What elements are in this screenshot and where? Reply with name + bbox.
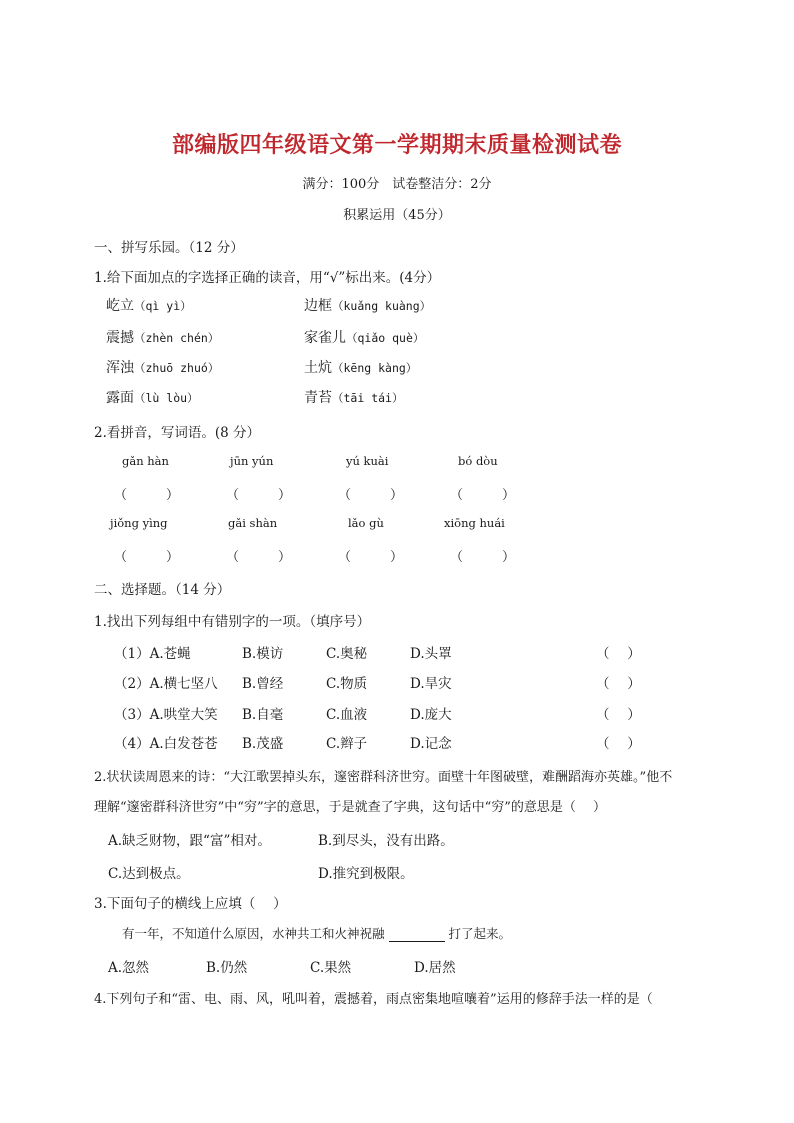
answer-paren[interactable]: （ ） — [596, 646, 641, 662]
list-item: 家雀儿（qiǎo què） — [304, 330, 425, 346]
pinyin-label: gǎn hàn — [122, 454, 169, 468]
pinyin-label: yú kuài — [346, 454, 389, 468]
option-a: A.忽然 — [108, 960, 150, 976]
option-row-num: （2）A.横七坚八 — [114, 676, 218, 692]
option-row-num: （4）A.白发苍苍 — [114, 736, 218, 752]
option-c: C.物质 — [326, 676, 368, 692]
pinyin-label: gǎi shàn — [228, 516, 278, 530]
section1-heading: 一、拼写乐园。（12 分） — [94, 240, 244, 256]
list-item: 青苔（tāi tái） — [304, 390, 404, 406]
list-item: 浑浊（zhuō zhuó） — [106, 360, 220, 376]
answer-blank[interactable]: （ ） — [338, 488, 404, 503]
option-a: A.缺乏财物，跟“富”相对。 — [108, 833, 271, 849]
s2-q2-line2: 理解“邃密群科济世穷”中“穷”字的意思，于是就查了字典，这句话中“穷”的意思是（ ） — [94, 800, 607, 815]
answer-blank[interactable]: （ ） — [450, 488, 516, 503]
answer-blank[interactable]: （ ） — [114, 488, 180, 503]
s2-q4-prompt: 4.下列句子和“雷、电、雨、风，吼叫着，震撼着，雨点密集地喧嚷着”运用的修辞手法一样的是（ — [94, 992, 653, 1007]
pinyin-label: lǎo gù — [348, 516, 384, 530]
s2-q3-sentence: 有一年，不知道什么原因，水神共工和火神祝融 打了起来。 — [122, 926, 512, 941]
answer-paren[interactable]: （ ） — [596, 736, 641, 752]
pinyin-label: jūn yún — [230, 454, 274, 468]
fill-blank-line[interactable] — [389, 927, 445, 942]
list-item: 边框（kuǎng kuàng） — [304, 298, 432, 314]
s2-q3-prompt: 3.下面句子的横线上应填（ ） — [94, 896, 287, 912]
option-b: B.到尽头，没有出路。 — [318, 833, 454, 849]
answer-paren[interactable]: （ ） — [596, 676, 641, 692]
s2-q2-line1: 2.状状读周恩来的诗：“大江歌罢掉头东，邃密群科济世穷。面壁十年图破壁，难酬蹈海亦英雄。”他不 — [94, 770, 673, 785]
option-c: C.达到极点。 — [108, 866, 190, 882]
option-d: D.居然 — [414, 960, 456, 976]
s1-q2-prompt: 2.看拼音，写词语。(8 分） — [94, 425, 261, 441]
answer-blank[interactable]: （ ） — [450, 550, 516, 565]
answer-blank[interactable]: （ ） — [114, 550, 180, 565]
option-b: B.自毫 — [242, 707, 284, 723]
s2-q1-prompt: 1.找出下列每组中有错别字的一项。（填序号） — [94, 614, 371, 630]
option-c: C.奥秘 — [326, 646, 368, 662]
answer-blank[interactable]: （ ） — [226, 550, 292, 565]
option-c: C.果然 — [310, 960, 352, 976]
option-row-num: （1）A.苍蝇 — [114, 646, 191, 662]
pinyin-label: xiōng huái — [444, 516, 505, 530]
list-item: 震撼（zhèn chén） — [106, 330, 220, 346]
page-title: 部编版四年级语文第一学期期末质量检测试卷 — [171, 132, 622, 158]
option-row-num: （3）A.哄堂大笑 — [114, 707, 218, 723]
option-c: C.辫子 — [326, 736, 368, 752]
pinyin-label: bó dòu — [458, 454, 498, 468]
option-d: D.记念 — [410, 736, 452, 752]
option-b: B.模访 — [242, 646, 284, 662]
answer-blank[interactable]: （ ） — [338, 550, 404, 565]
option-d: D.庞大 — [410, 707, 452, 723]
option-d: D.旱灾 — [410, 676, 452, 692]
option-c: C.血液 — [326, 707, 368, 723]
option-d: D.头罩 — [410, 646, 452, 662]
list-item: 土炕（kēng kàng） — [304, 360, 418, 376]
score-line: 满分：100分 试卷整洁分：2分 — [302, 177, 492, 192]
option-b: B.曾经 — [242, 676, 284, 692]
part-title: 积累运用（45分） — [343, 208, 451, 223]
list-item: 屹立（qì yì） — [106, 298, 192, 314]
section2-heading: 二、选择题。（14 分） — [94, 582, 231, 598]
answer-blank[interactable]: （ ） — [226, 488, 292, 503]
option-b: B.仍然 — [206, 960, 248, 976]
list-item: 露面（lù lòu） — [106, 390, 199, 406]
option-b: B.茂盛 — [242, 736, 284, 752]
s1-q1-prompt: 1.给下面加点的字选择正确的读音，用“√”标出来。(4分） — [94, 270, 441, 286]
pinyin-label: jiǒng yìng — [110, 516, 168, 530]
answer-paren[interactable]: （ ） — [596, 707, 641, 723]
option-d: D.推究到极限。 — [318, 866, 414, 882]
